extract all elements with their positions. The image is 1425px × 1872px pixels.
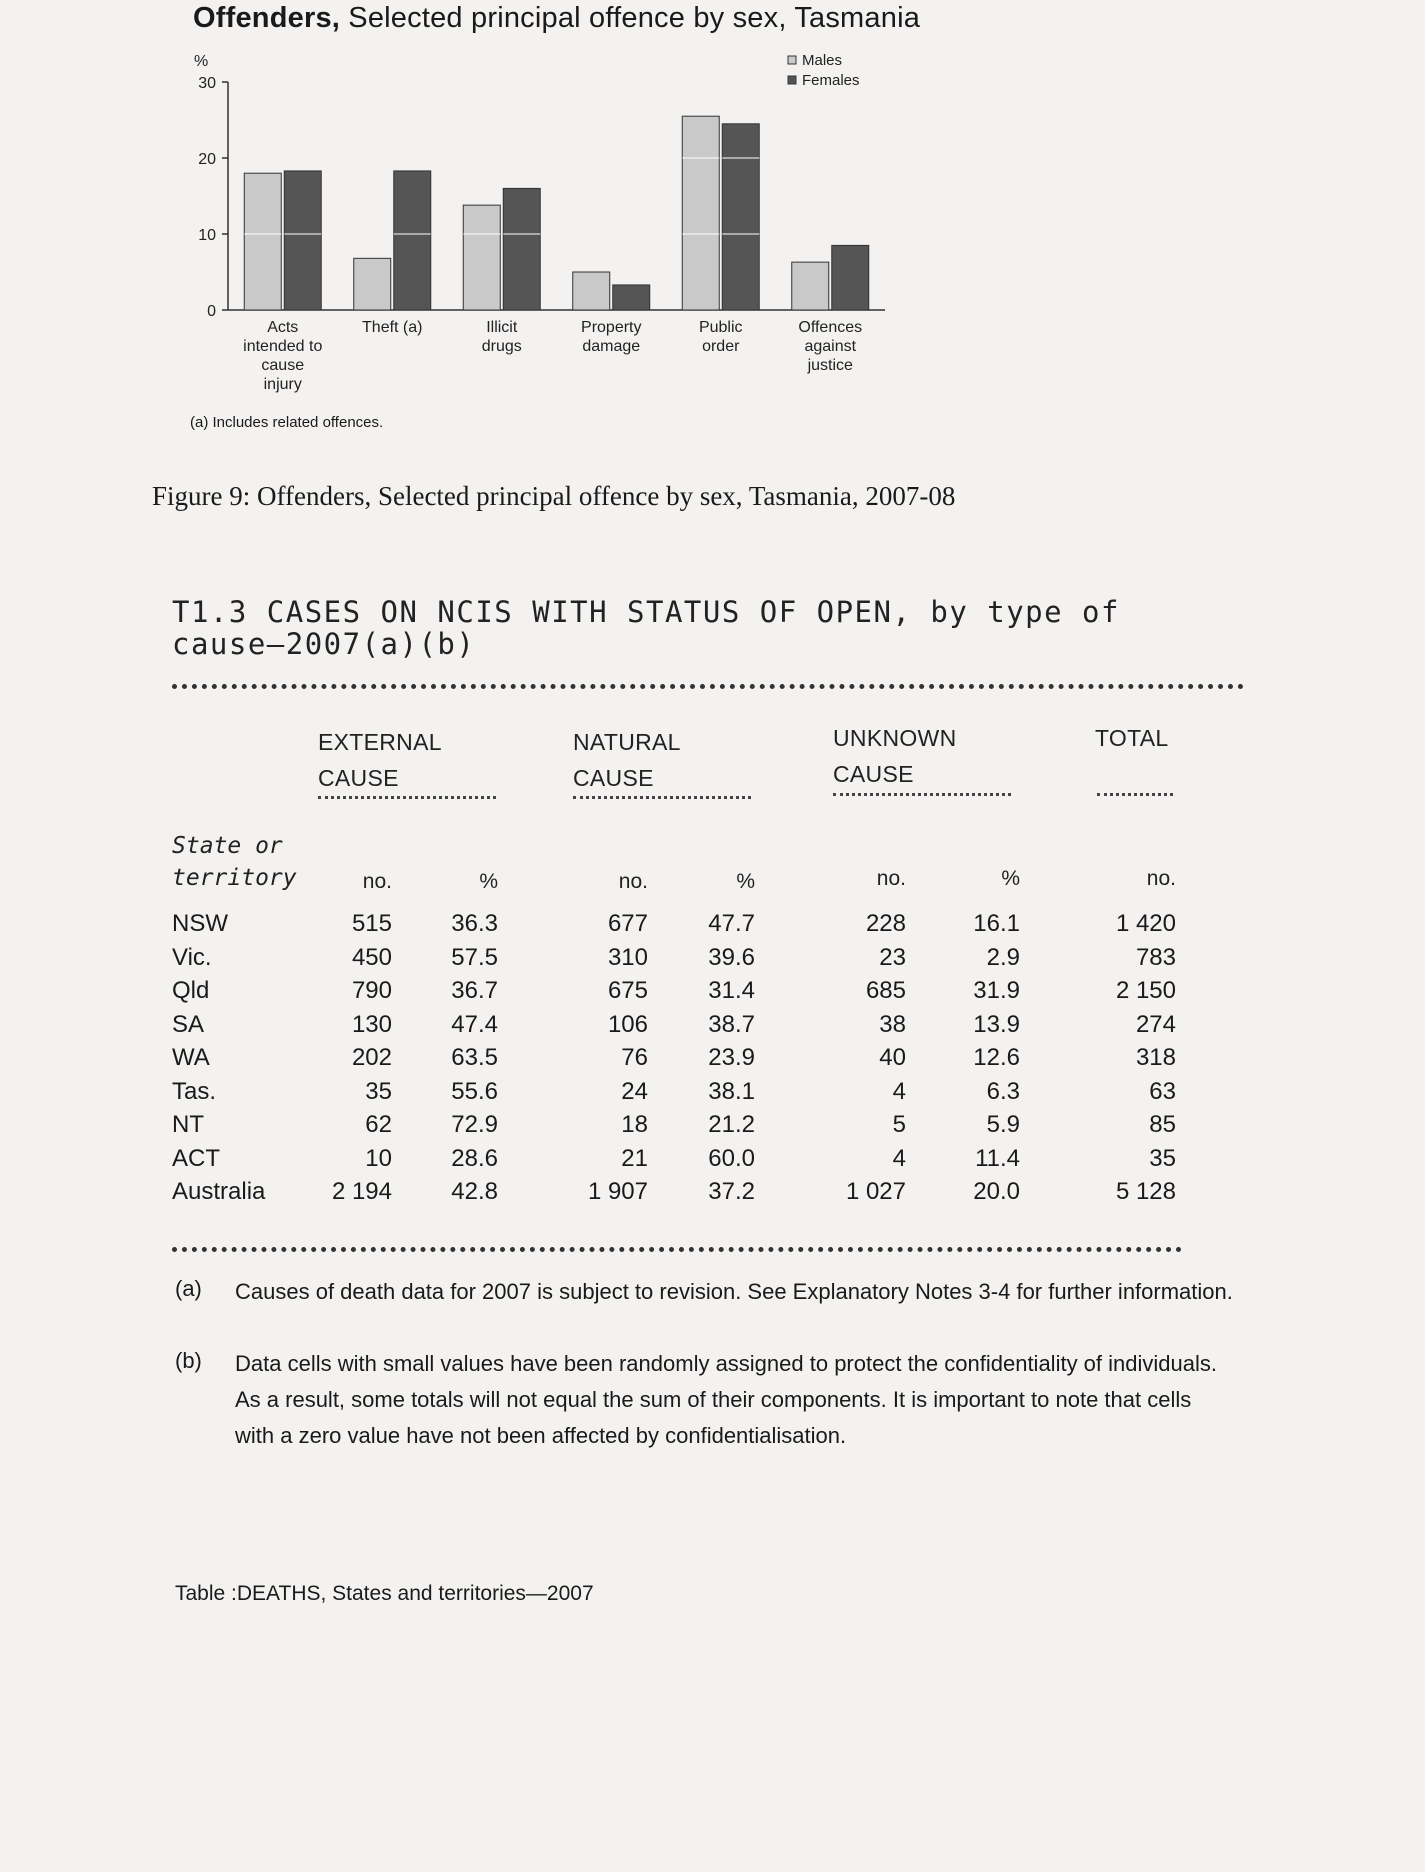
table-row (0, 1044, 1425, 1077)
category-label-line: Public (698, 319, 743, 336)
category-label (482, 319, 522, 355)
category-label (243, 319, 322, 393)
category-label-line: injury (263, 376, 302, 393)
category-label-line: Offences (798, 319, 863, 336)
table-cell: 1 027 (845, 1178, 906, 1205)
table-cell: 2.9 (986, 943, 1020, 971)
chart-title-bold: Offenders, (193, 2, 341, 34)
table-cell: 85 (1149, 1111, 1176, 1138)
legend-label: Males (802, 52, 843, 69)
figure-caption: Figure 9: Offenders, Selected principal offence by sex, Tasmania, 2007-08 (152, 481, 956, 511)
state-name: Tas. (172, 1077, 217, 1105)
table-bottom-rule (172, 1247, 1182, 1252)
state-name: SA (172, 1010, 205, 1038)
note-label: (a) (175, 1276, 202, 1301)
table-row (0, 1145, 1425, 1178)
note-label: (b) (175, 1348, 202, 1373)
category-label-line: Acts (267, 319, 299, 336)
table-cell: 685 (865, 977, 906, 1004)
legend-swatch (788, 76, 796, 84)
group-line2: CAUSE (318, 765, 399, 791)
category-label-line: against (804, 338, 857, 355)
table-cell: 38.1 (708, 1077, 755, 1105)
table-cell: 1 907 (587, 1178, 648, 1205)
table-cell: 677 (607, 910, 648, 937)
stub-head (172, 830, 297, 894)
group-line1: NATURAL (573, 729, 681, 755)
table-cell: 20.0 (973, 1178, 1020, 1205)
table-cell: 31.4 (708, 977, 755, 1004)
table-cell: 310 (607, 943, 648, 971)
bar-females (284, 171, 321, 310)
group-unknown-cause (833, 720, 956, 792)
table-cell: 63.5 (451, 1044, 498, 1071)
chart-legend (788, 52, 860, 89)
table-cell: 21 (621, 1144, 648, 1172)
table-cell: 38.7 (708, 1010, 755, 1038)
table-cell: 31.9 (973, 977, 1020, 1004)
table-cell: 38 (879, 1010, 906, 1038)
chart-category-labels (243, 319, 862, 393)
bar-females (832, 245, 869, 310)
group-underline (1097, 793, 1173, 796)
table-cell: 4 (892, 1077, 906, 1105)
table-cell: 783 (1135, 943, 1176, 971)
table-row (0, 977, 1425, 1010)
table-row (0, 1011, 1425, 1044)
bar-males (463, 205, 500, 310)
table-cell: 36.7 (451, 977, 498, 1004)
table-cell: 12.6 (973, 1044, 1020, 1071)
unit-label: no. (618, 870, 648, 893)
table-cell: 21.2 (708, 1111, 755, 1138)
stub-head-line1: State or (172, 833, 283, 859)
table-row (0, 1111, 1425, 1144)
table-caption: Table :DEATHS, States and territories—2007 (175, 1582, 594, 1605)
unit-label: % (736, 870, 755, 893)
y-tick-label: 10 (198, 227, 216, 244)
table-cell: 24 (621, 1077, 648, 1105)
group-total (1095, 720, 1169, 756)
state-name: NT (172, 1111, 204, 1138)
table-cell: 62 (365, 1111, 392, 1138)
legend-swatch (788, 56, 796, 64)
table-cell: 6.3 (986, 1077, 1020, 1105)
table-cell: 36.3 (451, 910, 498, 937)
unit-label: no. (1146, 867, 1176, 890)
y-axis-label: % (194, 53, 209, 70)
table-cell: 2 150 (1115, 977, 1176, 1004)
table-cell: 2 194 (331, 1178, 392, 1205)
unit-label: no. (362, 870, 392, 893)
group-external-cause (318, 724, 442, 796)
table-cell: 13.9 (973, 1010, 1020, 1038)
table-cell: 39.6 (708, 943, 755, 971)
category-label-line: Property (581, 319, 642, 336)
table-cell: 228 (865, 910, 906, 937)
stub-head-line2: territory (172, 865, 297, 891)
table-cell: 130 (351, 1010, 392, 1038)
table-cell: 35 (365, 1077, 392, 1105)
table-cell: 10 (365, 1144, 392, 1172)
state-name: Qld (172, 977, 210, 1004)
table-cell: 450 (351, 943, 392, 971)
table-cell: 55.6 (451, 1077, 498, 1105)
table-cell: 72.9 (451, 1111, 498, 1138)
chart-bars (244, 116, 869, 310)
y-tick-label: 20 (198, 151, 216, 168)
state-name: Vic. (172, 943, 212, 971)
bar-chart (0, 0, 1425, 420)
table-cell: 63 (1149, 1077, 1176, 1105)
table-cell: 5.9 (986, 1111, 1020, 1138)
category-label-line: justice (807, 357, 853, 374)
category-label-line: Illicit (486, 319, 518, 336)
table-cell: 515 (351, 910, 392, 937)
table-cell: 318 (1135, 1044, 1176, 1071)
bar-males (244, 173, 281, 310)
group-line1: UNKNOWN (833, 725, 957, 751)
y-tick-label: 30 (198, 75, 216, 92)
category-label-line: cause (261, 357, 305, 374)
table-row (0, 1178, 1425, 1211)
bar-males (354, 258, 391, 310)
unit-label: % (1001, 867, 1020, 890)
table-cell: 5 (892, 1111, 906, 1138)
table-cell: 202 (351, 1044, 392, 1071)
group-line2: CAUSE (573, 765, 654, 791)
chart-footnote: (a) Includes related offences. (190, 414, 384, 431)
table-cell: 11.4 (975, 1144, 1020, 1172)
category-label-line: Theft (a) (362, 319, 423, 336)
table-cell: 42.8 (451, 1178, 498, 1205)
y-tick-label: 0 (207, 303, 216, 320)
table-cell: 106 (607, 1010, 648, 1038)
category-label (699, 319, 743, 355)
bar-males (792, 262, 829, 310)
table-cell: 47.7 (708, 910, 755, 937)
group-line2: TOTAL (1095, 725, 1169, 751)
unit-label: no. (876, 867, 906, 890)
group-underline (318, 796, 496, 799)
table-cell: 675 (607, 977, 648, 1004)
legend-label: Females (802, 72, 860, 89)
group-natural-cause (573, 724, 681, 796)
table-cell: 37.2 (708, 1178, 755, 1205)
group-line1: EXTERNAL (318, 729, 442, 755)
bar-females (394, 171, 431, 310)
table-cell: 16.1 (973, 910, 1020, 937)
category-label (362, 319, 422, 336)
table-row (0, 1078, 1425, 1111)
unit-label: % (479, 870, 498, 893)
table-cell: 60.0 (708, 1144, 755, 1172)
table-cell: 23 (879, 943, 906, 971)
state-name: WA (172, 1044, 210, 1071)
table-row (0, 910, 1425, 943)
table-cell: 28.6 (451, 1144, 498, 1172)
group-underline (573, 796, 751, 799)
bar-females (722, 124, 759, 310)
table-cell: 18 (621, 1111, 648, 1138)
table-cell: 76 (621, 1044, 648, 1071)
note-text: Causes of death data for 2007 is subject to revision. See Explanatory Notes 3-4 for further information. (235, 1279, 1233, 1304)
table-cell: 790 (351, 977, 392, 1004)
note-text: Data cells with small values have been randomly assigned to protect the confidentiality of individuals. As a result, some totals will not equal the sum of their components. It is important to note that cells with a zero value have not been affected by confidentialisation. (235, 1351, 1217, 1448)
group-line2: CAUSE (833, 761, 914, 787)
category-label (581, 319, 641, 355)
bar-males (682, 116, 719, 310)
state-name: Australia (172, 1178, 266, 1205)
chart-title-rest: Selected principal offence by sex, Tasmania (340, 2, 921, 34)
table-cell: 4 (892, 1144, 906, 1172)
table-cell: 40 (879, 1044, 906, 1071)
table-cell: 47.4 (451, 1010, 498, 1038)
category-label-line: intended to (243, 338, 323, 355)
table-top-rule (172, 684, 1244, 689)
category-label-line: order (702, 338, 740, 355)
category-label (798, 319, 862, 374)
state-name: ACT (172, 1144, 220, 1172)
category-label-line: drugs (481, 338, 522, 355)
table-title: T1.3 CASES ON NCIS WITH STATUS OF OPEN, by type of cause—2007(a)(b) (172, 595, 1120, 661)
state-name: NSW (172, 910, 228, 937)
category-label-line: damage (582, 338, 641, 355)
bar-females (613, 285, 650, 310)
table-cell: 5 128 (1115, 1178, 1176, 1205)
table-cell: 23.9 (708, 1044, 755, 1071)
table-cell: 57.5 (451, 943, 498, 971)
table-cell: 35 (1149, 1144, 1176, 1172)
bar-males (573, 272, 610, 310)
table-cell: 1 420 (1115, 910, 1176, 937)
table-row (0, 944, 1425, 977)
bar-females (503, 188, 540, 310)
table-cell: 274 (1135, 1010, 1176, 1038)
group-underline (833, 793, 1011, 796)
